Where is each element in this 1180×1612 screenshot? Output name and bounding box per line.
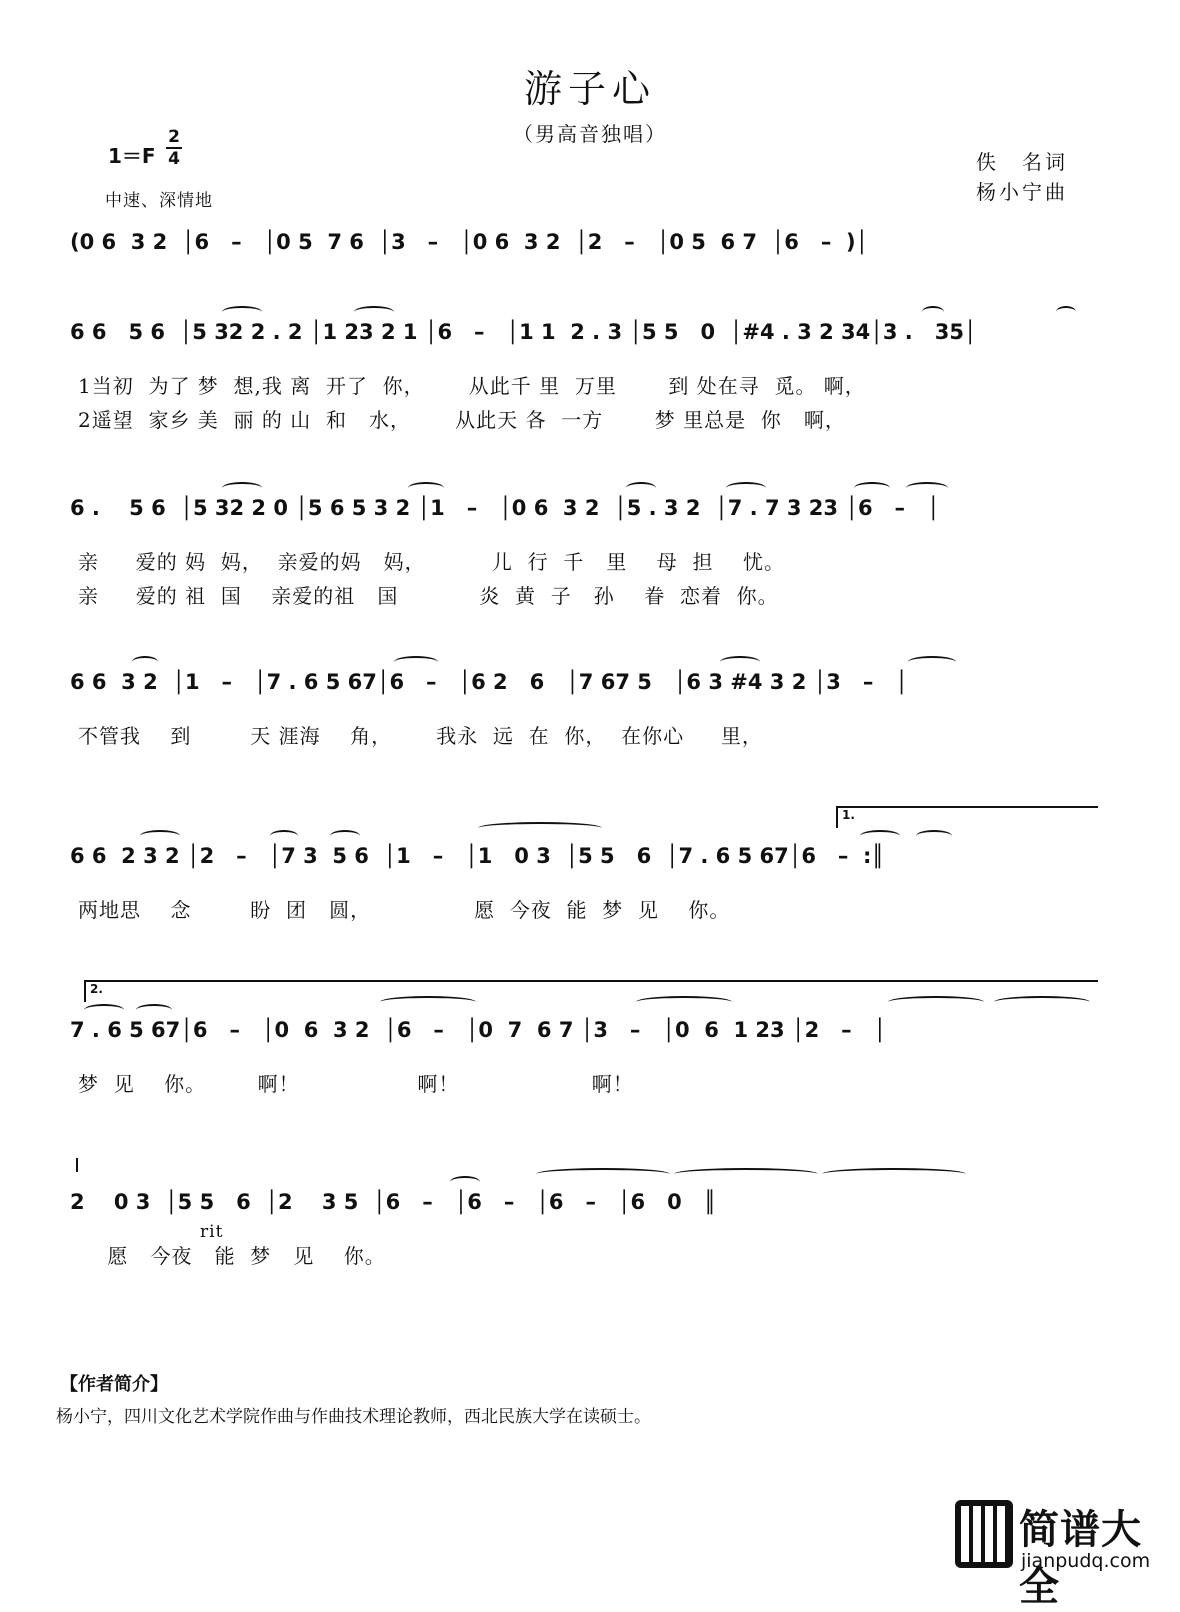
lyric-line-2: 亲 爱的 祖 国 亲爱的祖 国 炎 黄 子 孙 眷 恋着 你。 (78, 584, 779, 608)
lyric-line-1: 两地思 念 盼 团 圆， 愿 今夜 能 梦 见 你。 (78, 898, 731, 922)
rit-marking: rit (200, 1222, 224, 1242)
notation-line: 6 6 2 3 2 │2 – │7 3 5 6 │1 – │1 0 3 │5 5 6 │7 . 6 5 67│6 – :║ (70, 844, 885, 868)
notation-line: 6 . 5 6 │5 32 2 0 │5 6 5 3 2 │1 – │0 6 3 2 │5 . 3 2 │7 . 7 3 23 │6 – │ (70, 496, 940, 520)
lyric-line-1: 愿 今夜 能 梦 见 你。 (78, 1244, 386, 1268)
meter-top: 2 (168, 127, 180, 147)
watermark-name: 简谱大全 (1019, 1507, 1142, 1610)
key-signature: 1＝F (108, 144, 156, 168)
watermark-url: jianpudq.com (1021, 1550, 1151, 1572)
composer-credit: 杨小宁曲 (976, 180, 1068, 204)
lyric-line-1: 不管我 到 天 涯海 角， 我永 远 在 你， 在你心 里， (78, 724, 763, 748)
lyricist-credit: 佚 名词 (976, 150, 1068, 174)
watermark-logo (955, 1498, 1180, 1610)
notation-line: 2 0 3 │5 5 6 │2 3 5 │6 – │6 – │6 – │6 0 ║ (70, 1190, 717, 1214)
page-subtitle: （男高音独唱） (513, 122, 667, 146)
notation-line: 7 . 6 5 67│6 – │0 6 3 2 │6 – │0 7 6 7 │3 – │0 6 1 23 │2 – │ (70, 1018, 887, 1042)
lyric-line-1: 1当初 为了 梦 想,我 离 开了 你， 从此千 里 万里 到 处在寻 觅。 啊， (78, 374, 866, 398)
lyric-line-1: 亲 爱的 妈 妈， 亲爱的妈 妈， 儿 行 千 里 母 担 忧。 (78, 550, 785, 574)
meter-bottom: 4 (168, 149, 180, 169)
piano-icon (955, 1500, 1013, 1568)
lyric-line-1: 梦 见 你。 啊！ 啊！ 啊！ (78, 1072, 634, 1096)
volta-2: 2. (84, 980, 1098, 1002)
tempo-marking: 中速、深情地 (105, 191, 213, 211)
lyric-line-2: 2遥望 家乡 美 丽 的 山 和 水， 从此天 各 一方 梦 里总是 你 啊， (78, 408, 846, 432)
page-title: 游子心 (523, 67, 656, 111)
notation-line: 6 6 5 6 │5 32 2 . 2 │1 23 2 1 │6 – │1 1 2 . 3 │5 5 0 │#4 . 3 2 34│3 . 35│ (70, 320, 977, 344)
notation-line: (0 6 3 2 │6 – │0 5 7 6 │3 – │0 6 3 2 │2 – │0 5 6 7 │6 – )│ (70, 230, 869, 254)
volta-1: 1. (836, 806, 1098, 828)
bio-text: 杨小宁，四川文化艺术学院作曲与作曲技术理论教师，西北民族大学在读硕士。 (56, 1407, 651, 1427)
notation-line: 6 6 3 2 │1 – │7 . 6 5 67│6 – │6 2 6 │7 67 5 │6 3 #4 3 2 │3 – │ (70, 670, 908, 694)
time-signature (166, 128, 182, 168)
bio-heading: 【作者简介】 (60, 1374, 168, 1395)
